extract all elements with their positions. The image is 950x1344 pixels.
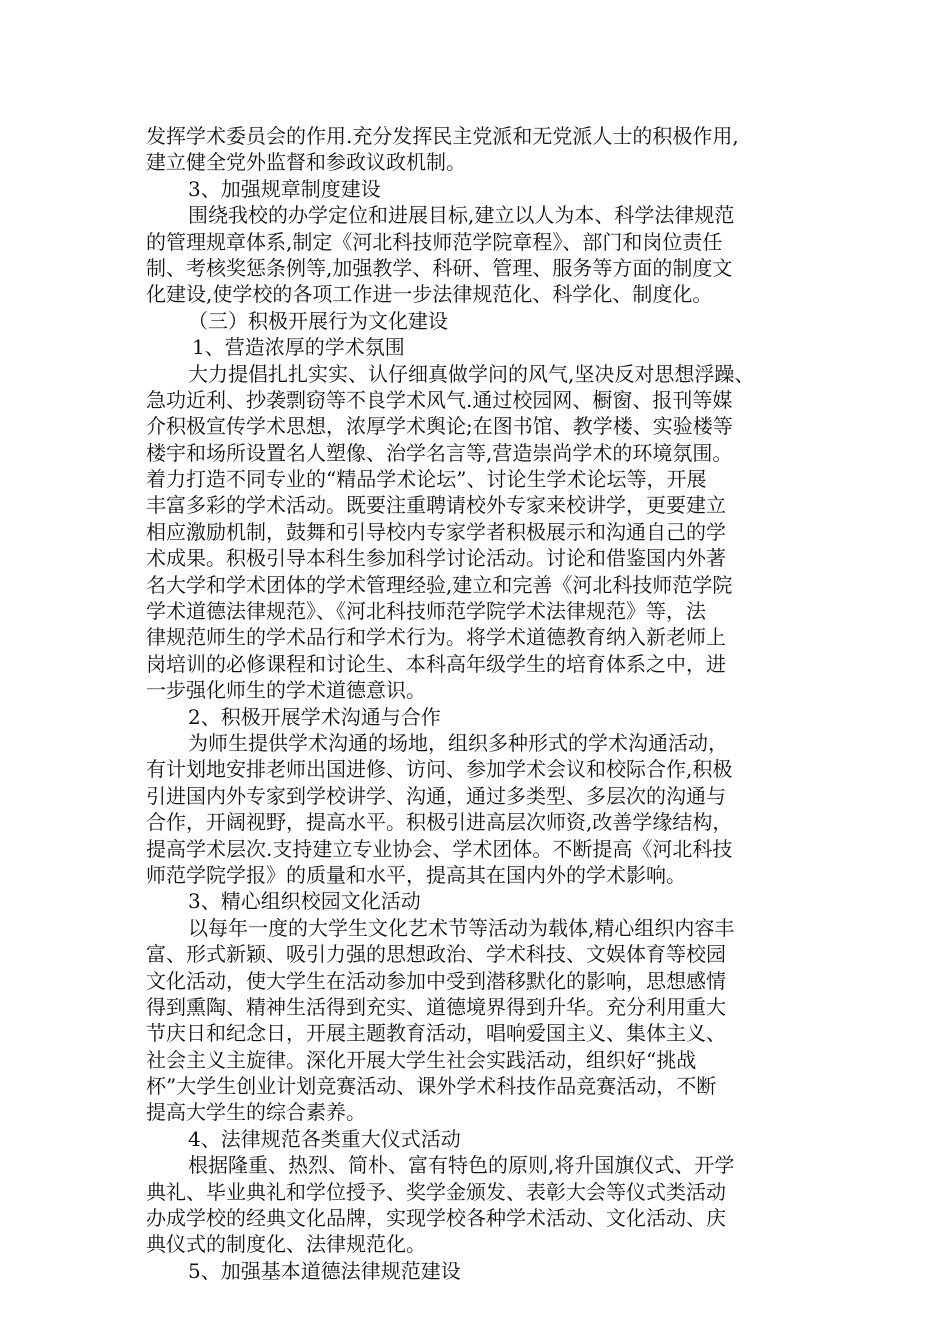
text-line: 4、法律规范各类重大仪式活动 — [188, 1126, 461, 1151]
text-line: 合作，开阔视野，提高水平。积极引进高层次师资,改善学缘结构， — [146, 810, 733, 835]
text-line: 急功近利、抄袭剽窃等不良学术风气.通过校园网、橱窗、报刊等媒 — [146, 387, 733, 412]
text-line: 的管理规章体系,制定《河北科技师范学院章程》、部门和岗位责任 — [146, 229, 723, 254]
text-line: 着力打造不同专业的“精品学术论坛”、讨论生学术论坛等，开展 — [146, 467, 707, 492]
text-line: 3、精心组织校园文化活动 — [188, 889, 421, 914]
text-line: 典礼、毕业典礼和学位授予、奖学金颁发、表彰大会等仪式类活动 — [146, 1179, 726, 1204]
text-line: 为师生提供学术沟通的场地，组织多种形式的学术沟通活动， — [188, 730, 728, 755]
text-line: 建立健全党外监督和参政议政机制。 — [146, 150, 466, 175]
text-line: 制、考核奖惩条例等,加强教学、科研、管理、服务等方面的制度文 — [146, 255, 733, 280]
text-line: 介积极宣传学术思想，浓厚学术舆论;在图书馆、教学楼、实验楼等 — [146, 414, 733, 439]
text-line: 围绕我校的办学定位和进展目标,建立以人为本、科学法律规范 — [188, 203, 735, 228]
text-line: 提高大学生的综合素养。 — [146, 1100, 366, 1125]
text-line: 楼宇和场所设置名人塑像、治学名言等,营造崇尚学术的环境氛围。 — [146, 440, 733, 465]
text-line: 师范学院学报》的质量和水平，提高其在国内外的学术影响。 — [146, 862, 686, 887]
text-line: 5、加强基本道德法律规范建设 — [188, 1258, 461, 1283]
text-line: 根据隆重、热烈、简朴、富有特色的原则,将升国旗仪式、开学 — [188, 1153, 735, 1178]
text-line: 1、营造浓厚的学术氛围 — [192, 335, 405, 360]
text-line: 节庆日和纪念日，开展主题教育活动，唱响爱国主义、集体主义、 — [146, 1021, 726, 1046]
text-line: 岗培训的必修课程和讨论生、本科高年级学生的培育体系之中，进 — [146, 651, 726, 676]
text-line: 富、形式新颖、吸引力强的思想政治、学术科技、文娱体育等校园 — [146, 942, 726, 967]
text-line: 以每年一度的大学生文化艺术节等活动为载体,精心组织内容丰 — [188, 915, 735, 940]
text-line: 化建设,使学校的各项工作进一步法律规范化、科学化、制度化。 — [146, 282, 713, 307]
text-line: （三）积极开展行为文化建设 — [188, 308, 448, 333]
text-line: 丰富多彩的学术活动。既要注重聘请校外专家来校讲学，更要建立 — [146, 493, 726, 518]
text-line: 学术道德法律规范》、《河北科技师范学院学术法律规范》等，法 — [146, 599, 706, 624]
text-line: 大力提倡扎扎实实、认仔细真做学问的风气,坚决反对思想浮躁、 — [188, 361, 755, 386]
text-line: 办成学校的经典文化品牌，实现学校各种学术活动、文化活动、庆 — [146, 1206, 726, 1231]
text-line: 社会主义主旋律。深化开展大学生社会实践活动，组织好“挑战 — [146, 1047, 697, 1072]
text-line: 发挥学术委员会的作用.充分发挥民主党派和无党派人士的积极作用, — [146, 124, 739, 148]
text-line: 名大学和学术团体的学术管理经验,建立和完善《河北科技师范学院 — [146, 572, 733, 597]
document-body — [146, 123, 816, 1284]
text-line: 律规范师生的学术品行和学术行为。将学术道德教育纳入新老师上 — [146, 625, 726, 650]
text-line: 典仪式的制度化、法律规范化。 — [146, 1232, 426, 1257]
text-line: 相应激励机制，鼓舞和引导校内专家学者积极展示和沟通自己的学 — [146, 519, 726, 544]
text-line: 得到熏陶、精神生活得到充实、道德境界得到升华。充分利用重大 — [146, 994, 726, 1019]
text-line: 术成果。积极引导本科生参加科学讨论活动。讨论和借鉴国内外著 — [146, 546, 726, 571]
text-line: 文化活动，使大学生在活动参加中受到潜移默化的影响，思想感情 — [146, 968, 726, 993]
text-line: 引进国内外专家到学校讲学、沟通，通过多类型、多层次的沟通与 — [146, 783, 726, 808]
text-line: 提高学术层次.支持建立专业协会、学术团体。不断提高《河北科技 — [146, 836, 733, 861]
text-line: 有计划地安排老师出国进修、访问、参加学术会议和校际合作,积极 — [146, 757, 733, 782]
text-line: 3、加强规章制度建设 — [188, 176, 381, 201]
text-line: 一步强化师生的学术道德意识。 — [146, 678, 426, 703]
text-line: 杯”大学生创业计划竞赛活动、课外学术科技作品竞赛活动，不断 — [146, 1074, 717, 1099]
text-line: 2、积极开展学术沟通与合作 — [188, 704, 441, 729]
